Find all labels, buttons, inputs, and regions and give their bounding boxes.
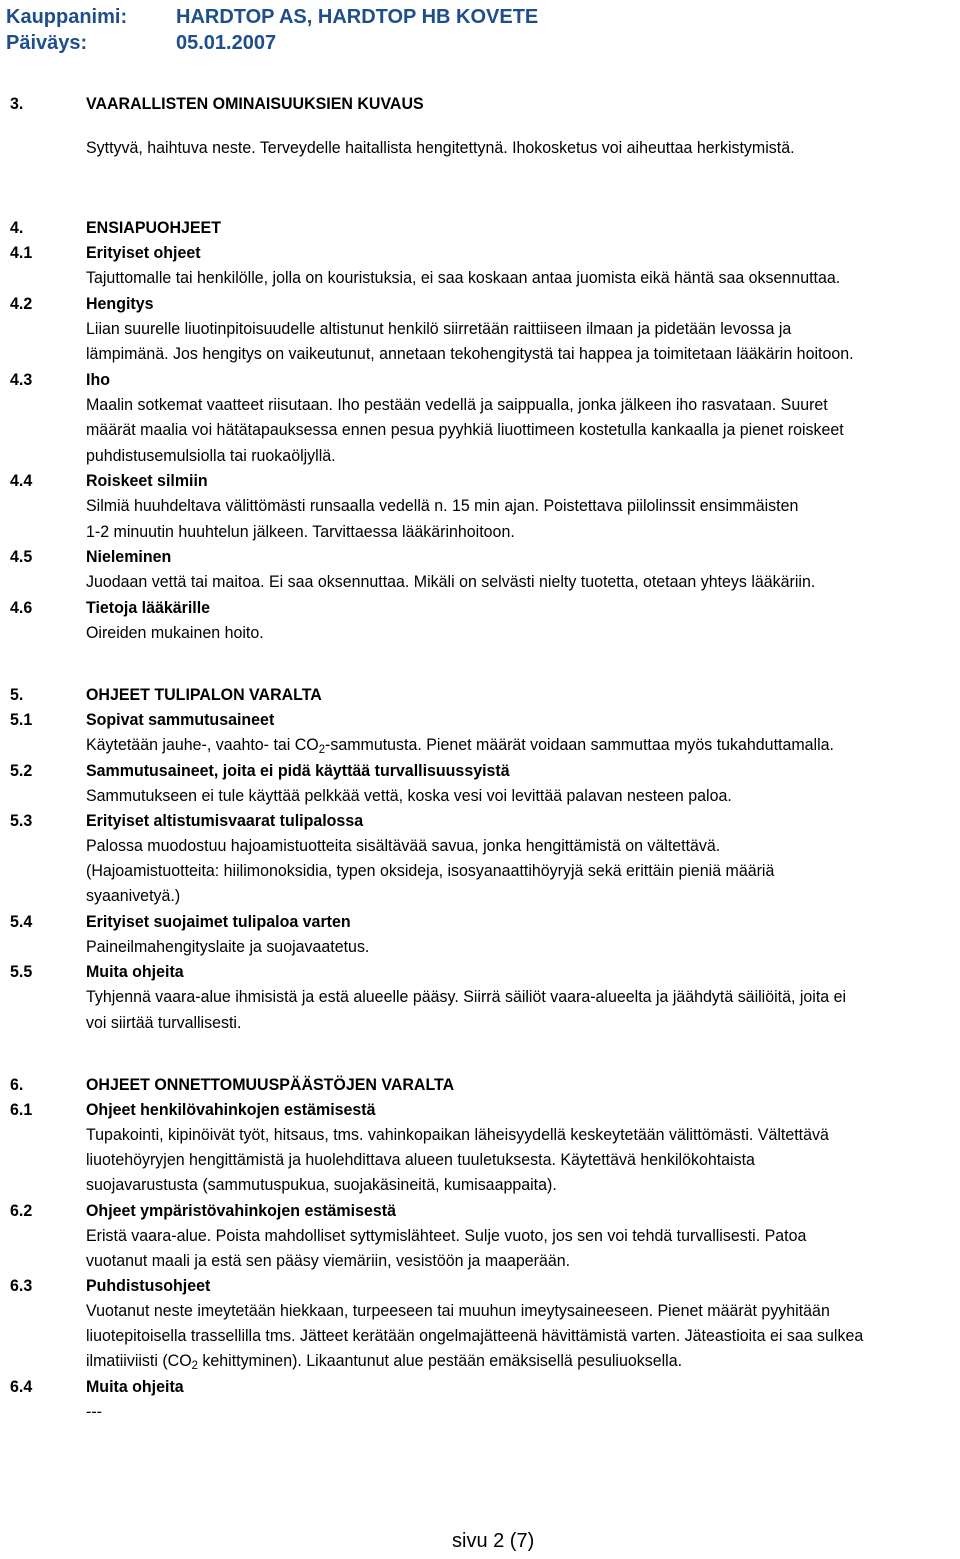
- section-5-3-text-line: Palossa muodostuu hajoamistuotteita sisältävää savua, jonka hengittämistä on vältettävä.: [86, 836, 721, 855]
- section-5-1-title: Sopivat sammutusaineet: [86, 710, 275, 729]
- section-4-2-text-line: lämpimänä. Jos hengitys on vaikeutunut, annetaan tekohengitystä tai happea ja toimitetaan lääkärin hoitoon.: [86, 344, 854, 363]
- section-4-2-title: Hengitys: [86, 294, 154, 313]
- section-4-6-number: 4.6: [10, 598, 33, 617]
- section-6-4-text: ---: [86, 1402, 102, 1421]
- section-6-4-title: Muita ohjeita: [86, 1377, 184, 1396]
- section-4-4-number: 4.4: [10, 471, 33, 490]
- section-6-3-title: Puhdistusohjeet: [86, 1276, 211, 1295]
- section-6-2-title: Ohjeet ympäristövahinkojen estämisestä: [86, 1201, 396, 1220]
- section-6-4-number: 6.4: [10, 1377, 33, 1396]
- section-6-3-text-line: ilmatiiviisti ($CO_2$ kehittyminen). Likaantunut alue pestään emäksisellä pesuliuoksella.: [86, 1351, 683, 1372]
- header-product: [6, 6, 538, 29]
- page-number: sivu 2 (7): [452, 1530, 535, 1552]
- section-6-3-text-line: Vuotanut neste imeytetään hiekkaan, turpeeseen tai muuhun imeytysaineeseen. Pienet määrät pyyhitään: [86, 1301, 830, 1320]
- date-label: Päiväys:: [6, 32, 88, 54]
- section-5-4-title: Erityiset suojaimet tulipaloa varten: [86, 912, 351, 931]
- section-4-2-number: 4.2: [10, 294, 33, 313]
- section-5-5-text-line: Tyhjennä vaara-alue ihmisistä ja estä alueelle pääsy. Siirrä säiliöt vaara-alueelta ja jäähdytä säiliöitä, joita ei: [86, 987, 847, 1006]
- section-6-2-number: 6.2: [10, 1201, 33, 1220]
- header-date: [6, 32, 276, 55]
- section-6-1-text-line: liuotehöyryjen hengittämistä ja huolehdittava alueen tuuletuksesta. Käytettävä henkilökohtaista: [86, 1150, 755, 1169]
- section-3-title: VAARALLISTEN OMINAISUUKSIEN KUVAUS: [86, 94, 424, 113]
- section-6-1-number: 6.1: [10, 1100, 33, 1119]
- section-4-6-title: Tietoja lääkärille: [86, 598, 211, 617]
- section-4-2-text-line: Liian suurelle liuotinpitoisuudelle altistunut henkilö siirretään raittiiseen ilmaan ja pidetään levossa ja: [86, 319, 792, 338]
- section-4-3-title: Iho: [86, 370, 110, 389]
- section-6-3-text-line: liuotepitoisella trassellilla tms. Jätteet kerätään ongelmajätteenä hävittämistä varten. Jäteastioita ei saa sulkea: [86, 1326, 864, 1345]
- section-5-4-number: 5.4: [10, 912, 33, 931]
- section-5-title: OHJEET TULIPALON VARALTA: [86, 685, 322, 704]
- section-4-3-text-line: määrät maalia voi hätätapauksessa ennen pesua pyyhkiä liuottimeen kostetulla kankaalla ja pienet roiskeet: [86, 420, 844, 439]
- section-5-2-title: Sammutusaineet, joita ei pidä käyttää turvallisuussyistä: [86, 761, 510, 780]
- section-4-1-text: Tajuttomalle tai henkilölle, jolla on kouristuksia, ei saa koskaan antaa juomista eikä häntä saa oksennuttaa.: [86, 268, 841, 287]
- section-4-3-text-line: Maalin sotkemat vaatteet riisutaan. Iho pestään vedellä ja saippualla, jonka jälkeen iho rasvataan. Suuret: [86, 395, 828, 414]
- section-4-6-text: Oireiden mukainen hoito.: [86, 623, 264, 642]
- section-5-5-text-line: voi siirtää turvallisesti.: [86, 1013, 242, 1032]
- section-4-title: ENSIAPUOHJEET: [86, 218, 221, 237]
- section-4-4-text-line: Silmiä huuhdeltava välittömästi runsaalla vedellä n. 15 min ajan. Poistettava piilolinssit ensimmäisten: [86, 496, 799, 515]
- section-5-4-text: Paineilmahengityslaite ja suojavaatetus.: [86, 937, 370, 956]
- section-5-3-number: 5.3: [10, 811, 33, 830]
- section-4-number: 4.: [10, 218, 24, 237]
- section-5-3-title: Erityiset altistumisvaarat tulipalossa: [86, 811, 364, 830]
- section-6-2-text-line: Eristä vaara-alue. Poista mahdolliset syttymislähteet. Sulje vuoto, jos sen voi tehdä turvallisesti. Patoa: [86, 1226, 807, 1245]
- section-4-1-title: Erityiset ohjeet: [86, 243, 201, 262]
- section-4-5-number: 4.5: [10, 547, 33, 566]
- section-6-1-text-line: suojavarustusta (sammutuspukua, suojakäsineitä, kumisaappaita).: [86, 1175, 557, 1194]
- section-3-text: Syttyvä, haihtuva neste. Terveydelle haitallista hengitettynä. Ihokosketus voi aiheuttaa herkistymistä.: [86, 138, 795, 157]
- section-4-5-text: Juodaan vettä tai maitoa. Ei saa oksennuttaa. Mikäli on selvästi nielty tuotetta, otetaan yhteys lääkäriin.: [86, 572, 816, 591]
- section-4-5-title: Nieleminen: [86, 547, 172, 566]
- section-4-1-number: 4.1: [10, 243, 33, 262]
- section-6-title: OHJEET ONNETTOMUUSPÄÄSTÖJEN VARALTA: [86, 1075, 455, 1094]
- product-name: HARDTOP AS, HARDTOP HB KOVETE: [176, 6, 539, 28]
- section-5-5-number: 5.5: [10, 962, 33, 981]
- section-5-1-text: Käytetään jauhe-, vaahto- tai $CO_2$-sammutusta. Pienet määrät voidaan sammuttaa myös tukahduttamalla.: [86, 735, 834, 756]
- section-6-1-title: Ohjeet henkilövahinkojen estämisestä: [86, 1100, 376, 1119]
- section-4-3-text-line: puhdistusemulsiolla tai ruokaöljyllä.: [86, 446, 336, 465]
- section-5-1-number: 5.1: [10, 710, 33, 729]
- section-5-3-text-line: syaanivetyä.): [86, 886, 181, 905]
- section-4-4-text-line: 1-2 minuutin huuhtelun jälkeen. Tarvittaessa lääkärinhoitoon.: [86, 522, 515, 541]
- section-5-3-text-line: (Hajoamistuotteita: hiilimonoksidia, typen oksideja, isosyanaattihöyryjä sekä erittäin pieniä määriä: [86, 861, 775, 880]
- section-4-4-title: Roiskeet silmiin: [86, 471, 208, 490]
- section-4-3-number: 4.3: [10, 370, 33, 389]
- section-6-number: 6.: [10, 1075, 24, 1094]
- section-5-2-number: 5.2: [10, 761, 33, 780]
- date-value: 05.01.2007: [176, 32, 277, 54]
- section-5-number: 5.: [10, 685, 24, 704]
- section-6-2-text-line: vuotanut maali ja estä sen pääsy viemäriin, vesistöön ja maaperään.: [86, 1251, 571, 1270]
- section-5-2-text: Sammutukseen ei tule käyttää pelkkää vettä, koska vesi voi levittää palavan nesteen paloa.: [86, 786, 732, 805]
- section-6-3-number: 6.3: [10, 1276, 33, 1295]
- section-6-1-text-line: Tupakointi, kipinöivät työt, hitsaus, tms. vahinkopaikan läheisyydellä keskeytetään välittömästi. Vältettävä: [86, 1125, 829, 1144]
- product-label: Kauppanimi:: [6, 6, 128, 28]
- section-3-number: 3.: [10, 94, 24, 113]
- section-5-5-title: Muita ohjeita: [86, 962, 184, 981]
